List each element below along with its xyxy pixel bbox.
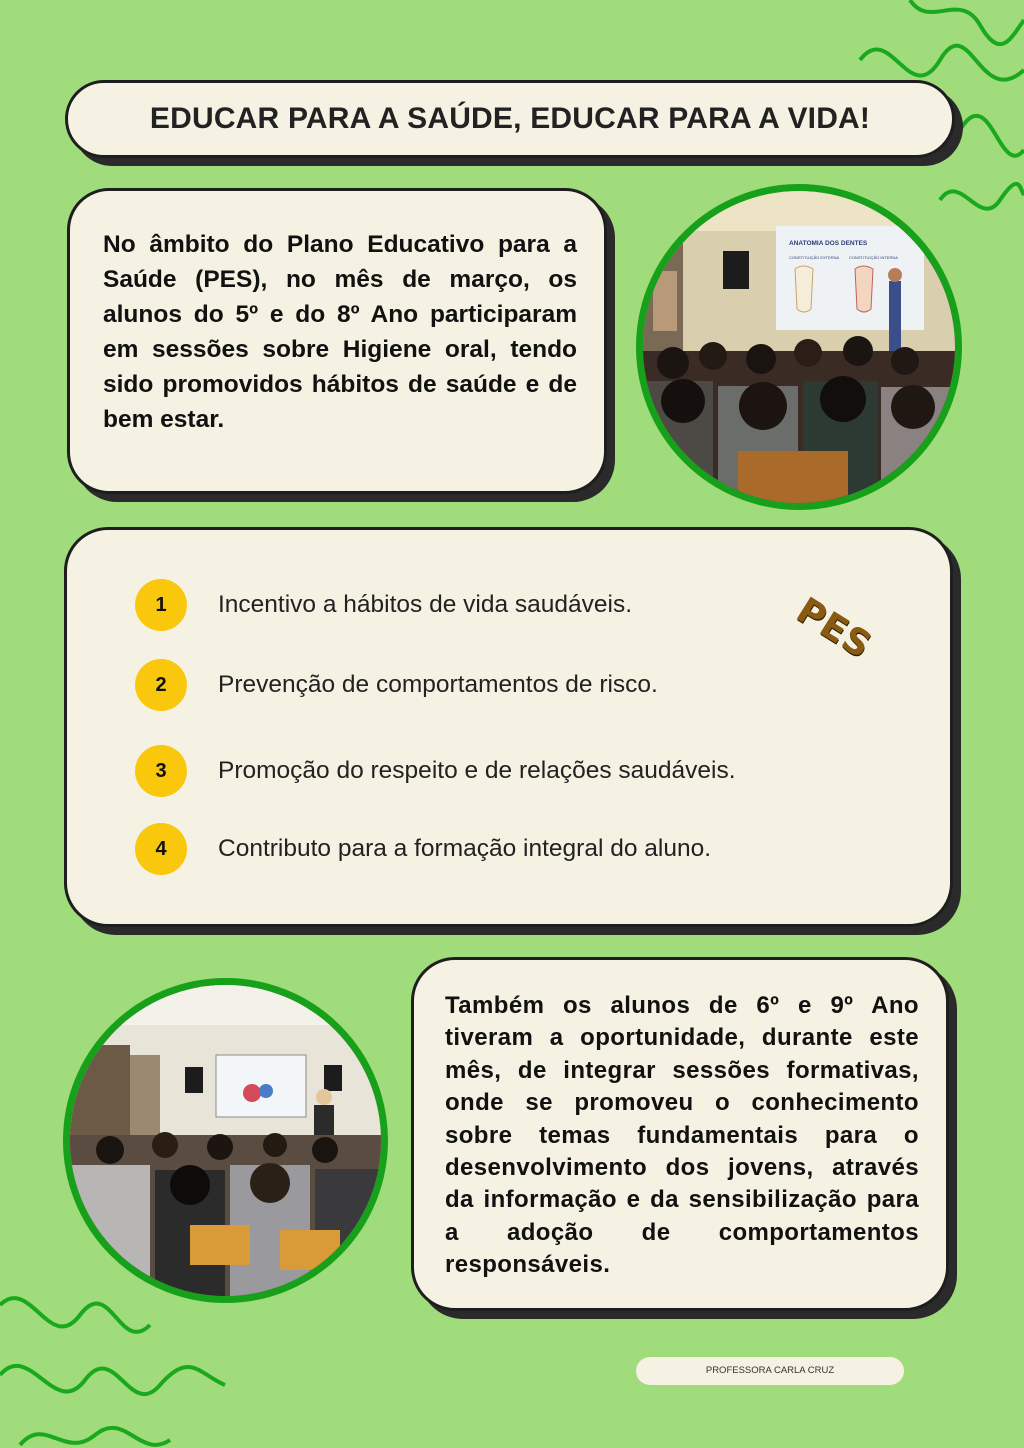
- goal-text: Promoção do respeito e de relações saudáveis.: [218, 757, 736, 784]
- goal-number-badge: 2: [135, 659, 187, 711]
- goal-number-badge: 3: [135, 745, 187, 797]
- sessions-card: [411, 957, 949, 1311]
- goal-item-2: [135, 658, 658, 712]
- intro-card: [67, 188, 607, 494]
- slide-right-heading: CONSTITUIÇÃO INTERNA: [849, 255, 898, 260]
- classroom-photo-top: [636, 184, 962, 510]
- slide-left-heading: CONSTITUIÇÃO EXTERNA: [789, 255, 840, 260]
- author-credit: PROFESSORA CARLA CRUZ: [636, 1357, 904, 1385]
- goals-card: [64, 527, 953, 927]
- pes-stamp: PES: [789, 590, 879, 668]
- slide-title: ANATOMIA DOS DENTES: [789, 240, 868, 247]
- goal-number-badge: 4: [135, 823, 187, 875]
- squiggle-bottom-left: [0, 1285, 230, 1448]
- goal-text: Incentivo a hábitos de vida saudáveis.: [218, 591, 633, 618]
- goal-item-3: [135, 744, 736, 798]
- goal-item-4: [135, 822, 711, 876]
- page-title: EDUCAR PARA A SAÚDE, EDUCAR PARA A VIDA!: [149, 102, 871, 135]
- goal-text: Prevenção de comportamentos de risco.: [218, 671, 658, 698]
- goal-number-badge: 1: [135, 579, 187, 631]
- sessions-text: Também os alunos de 6º e 9º Ano tiveram a oportunidade, durante este mês, de integrar sessões formativas, onde se promoveu o conhecimento sobre temas fundamentais para o desenvolvimento dos jovens, através da informação e da sensibilização para a adoção de comportamentos responsáveis.: [445, 992, 919, 1279]
- goal-text: Contributo para a formação integral do aluno.: [218, 835, 712, 862]
- classroom-photo-bottom: [63, 978, 388, 1303]
- intro-text: No âmbito do Plano Educativo para a Saúde (PES), no mês de março, os alunos do 5º e do 8º Ano participaram em sessões sobre Higiene oral, tendo sido promovidos hábitos de saúde e de bem estar.: [103, 231, 577, 433]
- goal-item-1: [135, 578, 632, 632]
- title-banner: [65, 80, 955, 158]
